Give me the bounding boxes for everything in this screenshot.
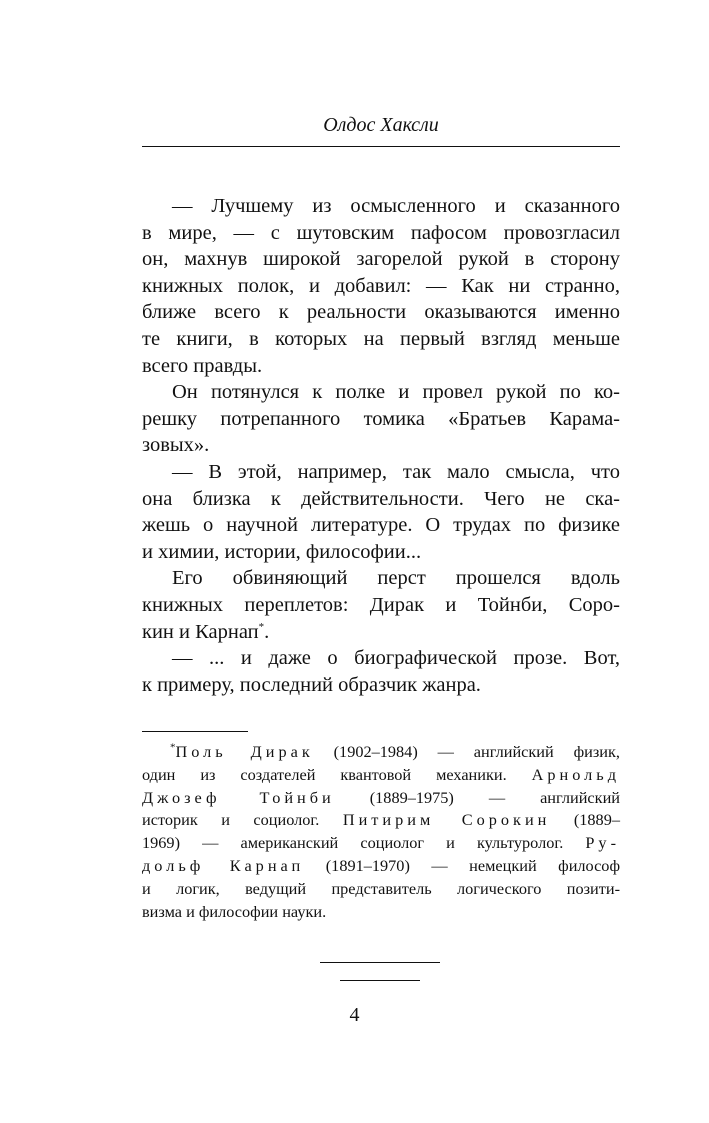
text-line: книжных переплетов: Дирак и Тойнби, Соро- — [142, 593, 620, 616]
text-line: зовых». — [142, 434, 210, 457]
text-line: Его обвиняющий перст прошелся вдоль — [172, 567, 620, 590]
decorative-rule — [320, 962, 440, 963]
footnote-ref[interactable]: * — [258, 620, 265, 633]
text-span: 1969) — американский социолог и культуролог. — [142, 833, 586, 853]
text-line: — ... и даже о биографической прозе. Вот, — [172, 647, 620, 670]
text-span: историк и социолог. — [142, 810, 343, 830]
text-line: в мире, — с шутовским пафосом провозгласил — [142, 221, 620, 244]
footnote-line — [142, 741, 620, 764]
footnote-line — [142, 787, 620, 810]
text-span: (1891–1970) — немецкий философ — [304, 855, 620, 875]
name-spaced: Ру- — [585, 833, 620, 853]
text-line: Он потянулся к полке и провел рукой по ко- — [172, 381, 620, 404]
text-line: те книги, в которых на первый взгляд меньше — [142, 327, 620, 350]
name-spaced: Питирим Сорокин — [342, 810, 551, 830]
text-line: она близка к действительности. Чего не ска- — [142, 487, 620, 510]
footnote-line — [142, 764, 620, 787]
text-span: (1889– — [550, 810, 620, 830]
footnote-line: визма и философии науки. — [142, 901, 327, 921]
text-line: жешь о научной литературе. О трудах по физике — [142, 514, 620, 537]
text-line: ближе всего к реальности оказываются именно — [142, 301, 620, 324]
footnote-marker: * — [170, 741, 176, 754]
decorative-rule — [340, 980, 420, 981]
text-line: всего правды. — [142, 354, 263, 377]
text-line: он, махнув широкой загорелой рукой в сторону — [142, 248, 620, 271]
footnote-line — [142, 855, 620, 878]
text-line: — В этой, например, так мало смысла, что — [172, 460, 620, 483]
body-text — [142, 193, 620, 698]
name-spaced: Джозеф Тойнби — [142, 787, 335, 807]
text-line: книжных полок, и добавил: — Как ни странно, — [142, 274, 620, 297]
footnote — [142, 741, 620, 923]
text-line: — Лучшему из осмысленного и сказанного — [172, 195, 620, 217]
name-spaced: Арнольд — [531, 764, 620, 784]
footnote-line — [142, 809, 620, 832]
text-line: к примеру, последний образчик жанра. — [142, 673, 481, 696]
text-span: (1889–1975) — английский — [334, 787, 620, 807]
text-span: кин и Карнап — [142, 620, 259, 643]
footnote-line — [142, 832, 620, 855]
name-spaced: дольф Карнап — [142, 855, 305, 875]
text-line: и химии, истории, философии... — [142, 540, 422, 563]
running-header: Олдос Хаксли — [323, 114, 439, 136]
header-rule — [142, 146, 620, 147]
text-span: один из создателей квантовой механики. — [142, 764, 532, 784]
page-number: 4 — [349, 1004, 360, 1026]
footnote-line: и логик, ведущий представитель логического позити- — [142, 878, 620, 898]
text-line: кин и Карнап*. — [142, 620, 270, 643]
name-spaced: Поль Дирак — [175, 742, 314, 761]
footnote-rule — [142, 731, 248, 732]
text-span: (1902–1984) — английский физик, — [313, 742, 620, 761]
text-line: решку потрепанного томика «Братьев Карама- — [142, 407, 620, 430]
